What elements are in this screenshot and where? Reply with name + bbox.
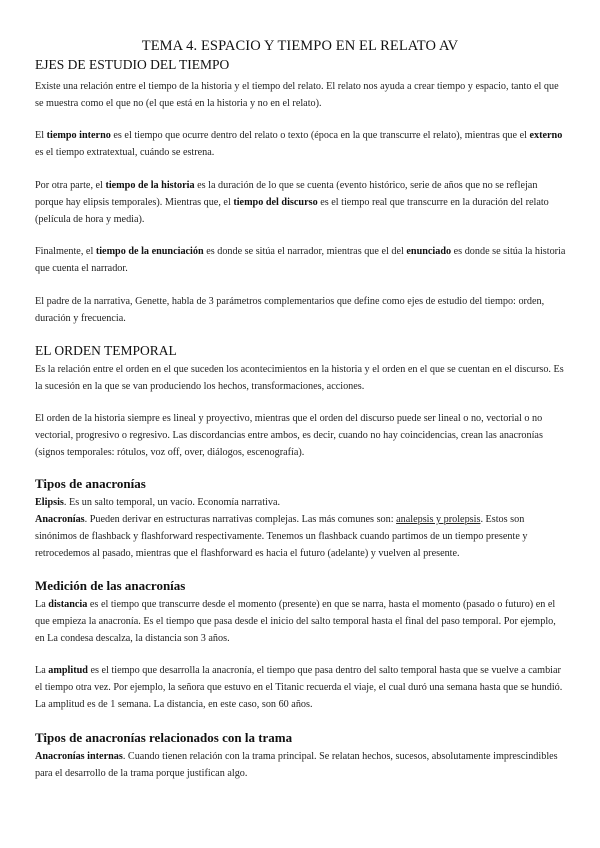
section-heading-tipos-anacronias: Tipos de anacronías xyxy=(35,476,146,491)
paragraph-tiempo-historia: Por otra parte, el tiempo de la historia es la duración de lo que se cuenta (evento histórico, serie de años que no se reflejan porque hay elipsis temporales). Mientras que, el tiempo del discurso es el tiempo real que transcurre en la duración del relato (película de hora y media). xyxy=(35,180,549,225)
term-amplitud: amplitud xyxy=(48,665,88,676)
paragraph-relacion: Existe una relación entre el tiempo de la historia y el tiempo del relato. El relato nos ayuda a crear tiempo y espacio, tanto el que se muestra como el que no (el que está en la historia y no en el relato). xyxy=(35,81,559,109)
paragraph-genette: El padre de la narrativa, Genette, habla de 3 parámetros complementarios que define como ejes de estudio del tiempo: orden, duración y frecuencia. xyxy=(35,296,545,324)
term-enunciacion: tiempo de la enunciación xyxy=(95,246,204,257)
paragraph-orden-historia: El orden de la historia siempre es lineal y proyectivo, mientras que el orden del discurso puede ser lineal o no, vectorial o no vectorial, progresivo o regresivo. Las discordancias entre ambos, es decir, cuando no hay coincidencias, crean las anacronías (signos temporales: rótulos, voz off, over, diálogos, escenografía). xyxy=(35,413,543,458)
term-distancia: distancia xyxy=(48,599,88,610)
paragraph-enunciacion: Finalmente, el tiempo de la enunciación es donde se sitúa el narrador, mientras que el del enunciado es donde se sitúa la historia que cuenta el narrador. xyxy=(35,246,566,274)
term-tiempo-interno: tiempo interno xyxy=(46,130,111,141)
term-externo: externo xyxy=(529,130,563,141)
paragraph-amplitud: La amplitud es el tiempo que desarrolla la anacronía, el tiempo que pasa dentro del salto temporal hasta que se vuelve a cambiar el tiempo otra vez. Por ejemplo, la señora que estuvo en el Titanic recuerda el viaje, el cual duró una semana hasta que se hundió. La amplitud es de 1 semana. La distancia, en este caso, son 60 años. xyxy=(35,665,563,710)
paragraph-anacronias-internas: Anacronías internas. Cuando tienen relación con la trama principal. Se relatan hechos, sucesos, absolutamente imprescindibles para el desarrollo de la trama porque justifican algo. xyxy=(35,751,558,779)
term-tiempo-discurso: tiempo del discurso xyxy=(233,197,318,208)
paragraph-distancia: La distancia es el tiempo que transcurre desde el momento (presente) en que se narra, hasta el momento (pasado o futuro) en el que empieza la anacronía. Es el tiempo que pasa desde el inicio del salto temporal hasta el final del paso temporal. Por ejemplo, en La condesa descalza, la distancia son 3 años. xyxy=(35,599,556,644)
underlined-analepsis-prolepsis: analepsis y prolepsis xyxy=(396,514,481,525)
term-tiempo-historia: tiempo de la historia xyxy=(105,180,195,191)
term-elipsis: Elipsis xyxy=(35,497,64,508)
paragraph-tiempo-interno: El tiempo interno es el tiempo que ocurre dentro del relato o texto (época en la que transcurre el relato), mientras que el externo es el tiempo extratextual, cuándo se estrena. xyxy=(35,130,563,158)
section-heading-tipos-trama: Tipos de anacronías relacionados con la trama xyxy=(35,730,293,745)
term-enunciado: enunciado xyxy=(406,246,452,257)
section-heading-medicion: Medición de las anacronías xyxy=(35,578,186,593)
term-anacronias: Anacronías xyxy=(35,514,85,525)
section-heading-orden: EL ORDEN TEMPORAL xyxy=(35,343,177,358)
paragraph-elipsis: Elipsis. Es un salto temporal, un vacío. Economía narrativa. xyxy=(35,497,281,508)
section-heading-ejes: EJES DE ESTUDIO DEL TIEMPO xyxy=(35,57,230,72)
term-anacronias-internas: Anacronías internas xyxy=(35,751,123,762)
page-title: TEMA 4. ESPACIO Y TIEMPO EN EL RELATO AV xyxy=(141,38,459,54)
paragraph-orden-relacion: Es la relación entre el orden en el que suceden los acontecimientos en la historia y el orden en el que se cuentan en el discurso. Es la sucesión en la que se van produciendo los hechos, transformaciones, acciones. xyxy=(35,364,564,392)
paragraph-anacronias: Anacronías. Pueden derivar en estructuras narrativas complejas. Las más comunes son: analepsis y prolepsis. Estos son sinónimos de flashback y flashforward respectivamente. Tenemos un flashback cuando partimos de un tiempo presente y retrocedemos al pasado, mientras que el flashforward es hacia el futuro (adelante) y vuelven al presente. xyxy=(35,514,528,559)
